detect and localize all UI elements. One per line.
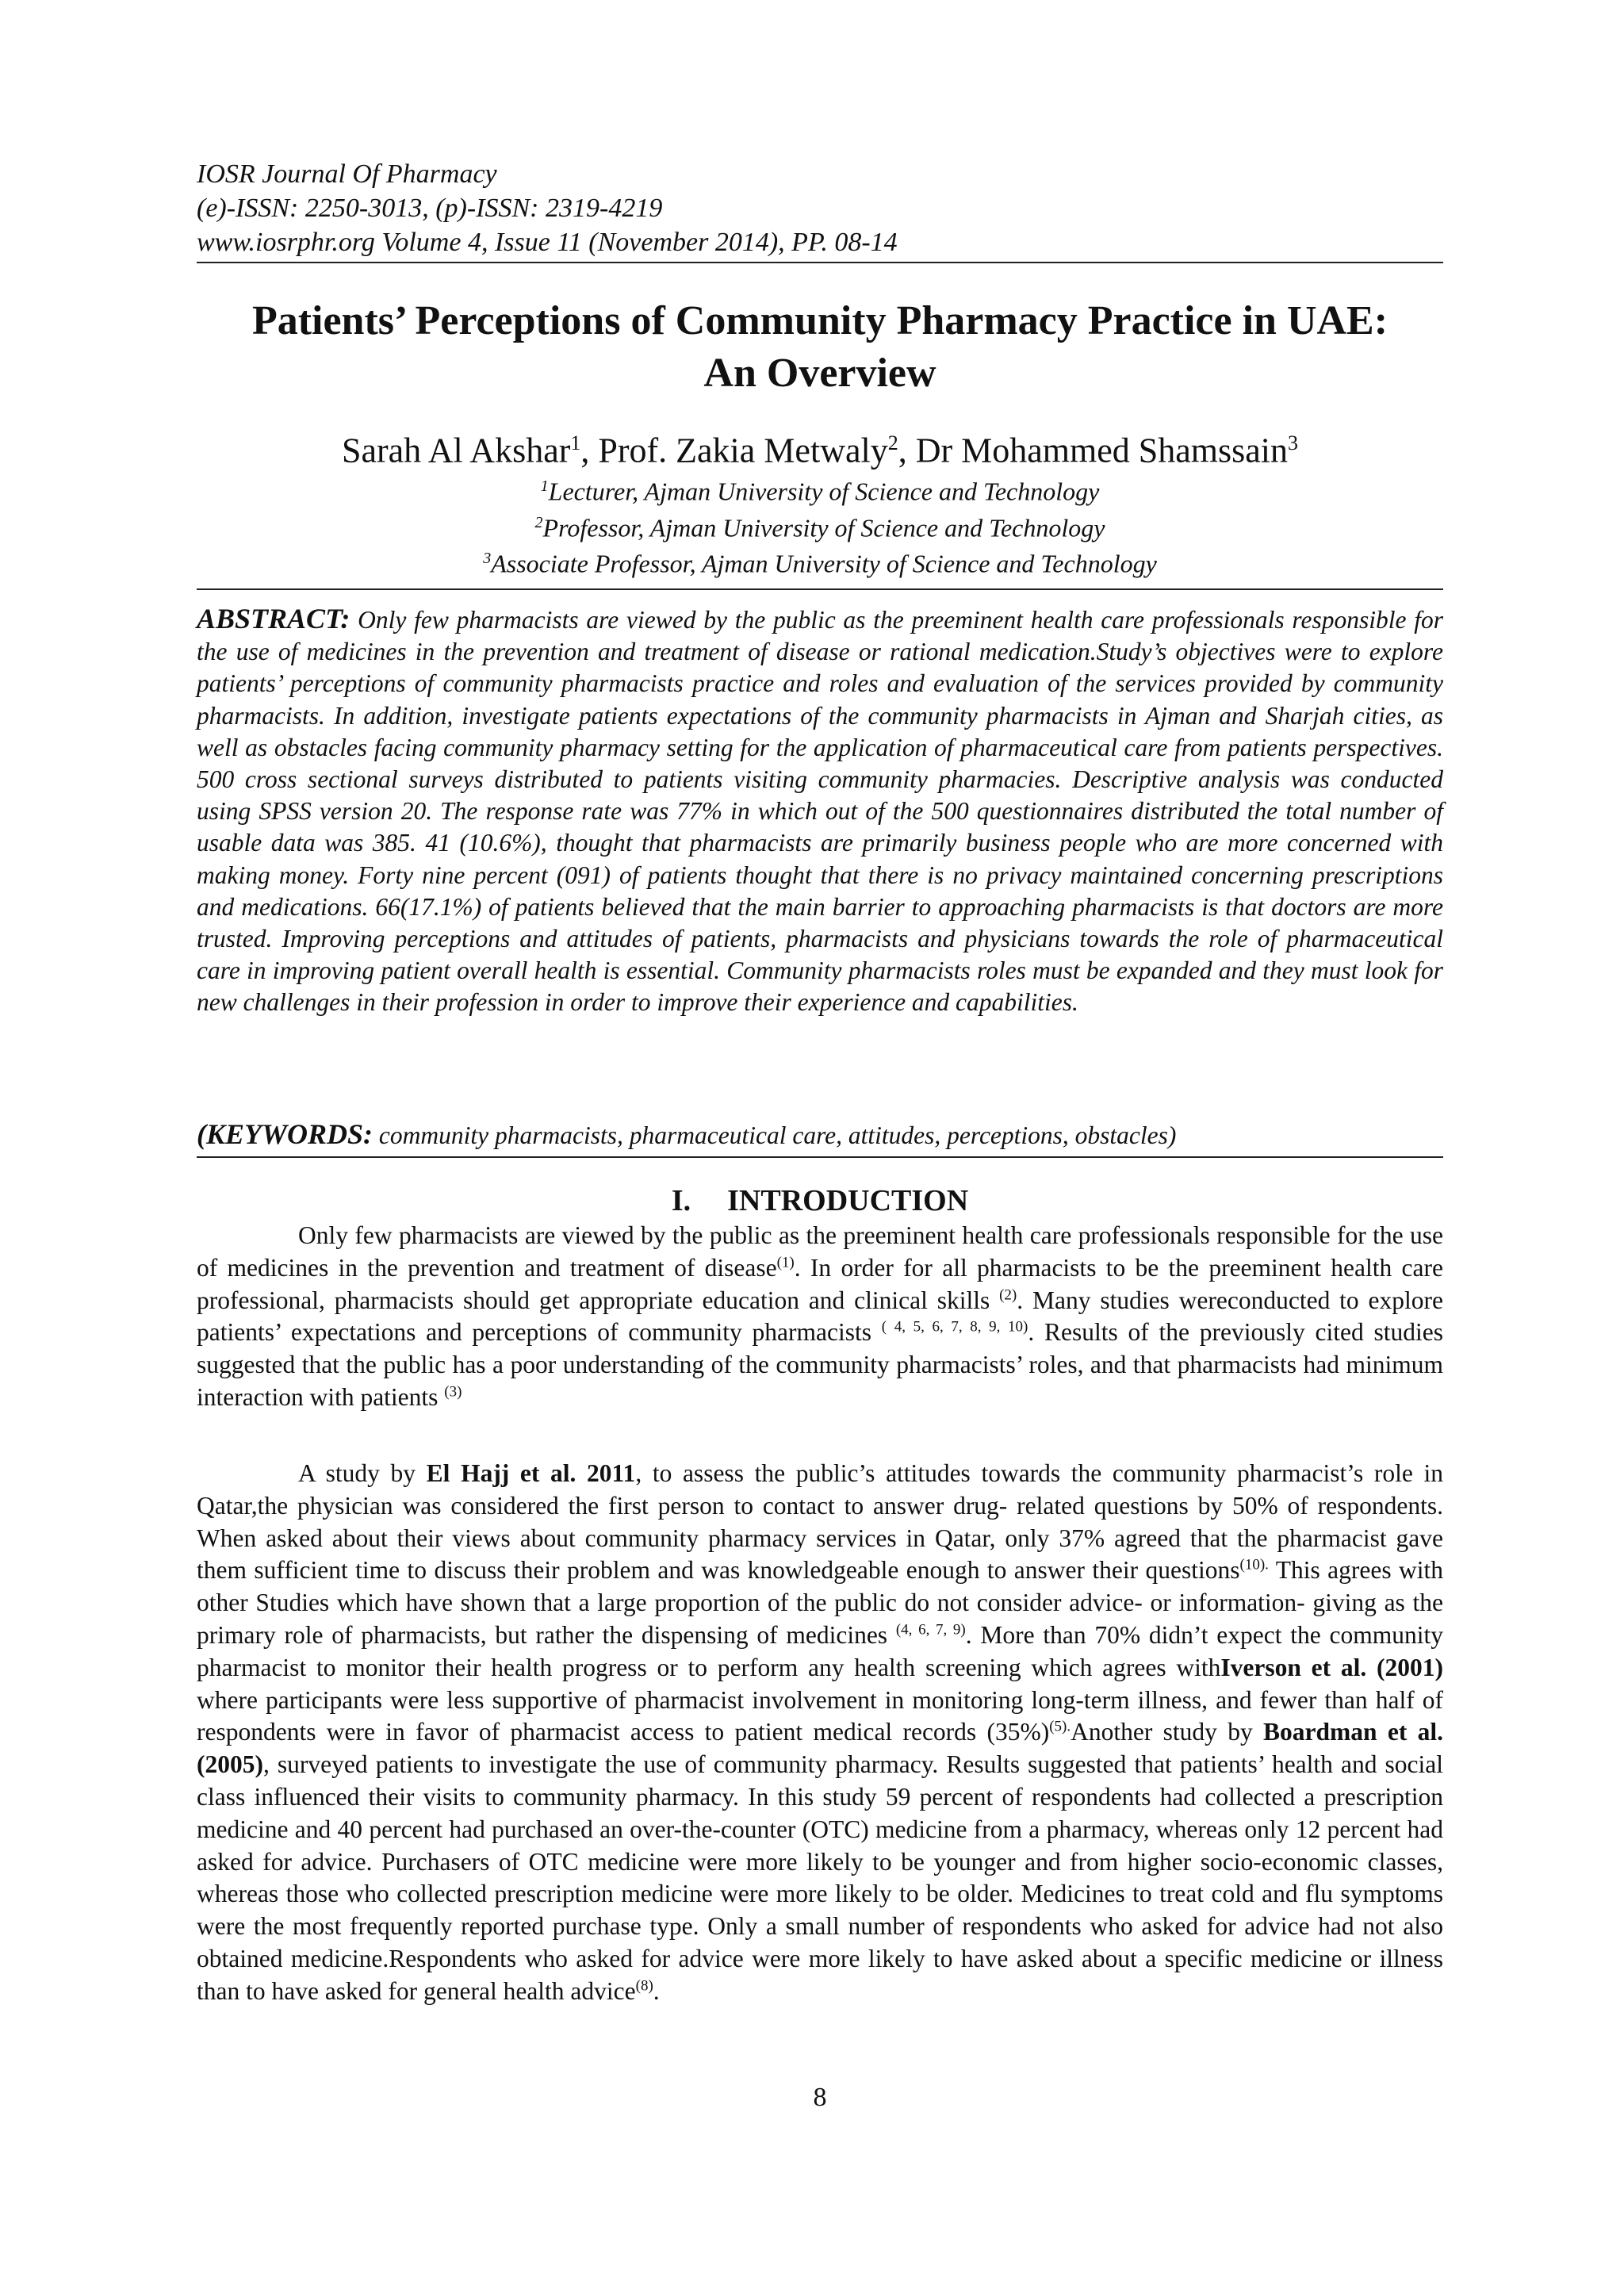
paragraph-text: A study by: [298, 1459, 427, 1487]
keywords-text: community pharmacists, pharmaceutical care, attitudes, perceptions, obstacles): [373, 1121, 1177, 1149]
affiliation-line: [197, 508, 1443, 544]
paragraph-text: .: [653, 1976, 660, 2005]
author-name: Sarah Al Akshar: [341, 431, 571, 470]
author-separator: ,: [898, 431, 916, 470]
journal-header: [197, 157, 1443, 259]
intro-paragraph-1: [197, 1220, 1443, 1414]
cited-reference-bold: El Hajj et al. 2011: [426, 1459, 636, 1487]
affiliation-line: [197, 471, 1443, 508]
journal-issn: (e)-ISSN: 2250-3013, (p)-ISSN: 2319-4219: [197, 194, 663, 223]
citation-ref: (4, 6, 7, 9): [895, 1621, 966, 1639]
citation-ref: (5).: [1049, 1718, 1071, 1735]
section-number: I.: [671, 1184, 691, 1217]
author-name: Dr Mohammed Shamssain: [915, 431, 1289, 470]
author-name: Prof. Zakia Metwaly: [598, 431, 888, 470]
title-line-2: An Overview: [703, 351, 936, 396]
paragraph-text: Another study by: [1071, 1718, 1264, 1746]
paragraph-text: . Results of the previously cited studies suggested that the public has a poor understanding of the community pharmacists’ roles, and that pharmacists had minimum interaction with patients: [197, 1318, 1444, 1411]
paper-title: [197, 295, 1443, 400]
journal-name: IOSR Journal Of Pharmacy: [197, 159, 497, 189]
paragraph-text: This agrees with other Studies which have shown that a large proportion of the public do not consider advice- or information- giving as the primary role of pharmacists, but rather the dispensing of medicines: [197, 1556, 1443, 1649]
keywords-label: (KEYWORDS:: [197, 1118, 373, 1150]
citation-ref: (10).: [1239, 1556, 1269, 1573]
keywords-bottom-rule: [197, 1156, 1443, 1158]
author-affiliation-mark: 1: [570, 431, 581, 454]
affiliation-list: [197, 471, 1443, 580]
abstract-label: ABSTRACT:: [197, 603, 350, 634]
affiliation-text: Professor, Ajman University of Science and Technology: [542, 513, 1105, 542]
author-affiliation-mark: 3: [1288, 431, 1299, 454]
citation-ref: ( 4, 5, 6, 7, 8, 9, 10): [881, 1318, 1028, 1336]
author-list: [197, 420, 1443, 474]
abstract: [197, 603, 1443, 1019]
author-affiliation-mark: 2: [887, 431, 898, 454]
author-separator: ,: [580, 431, 599, 470]
affiliation-mark: 3: [483, 550, 492, 568]
keywords: [197, 1118, 1443, 1152]
header-divider: [197, 262, 1443, 263]
abstract-text: Only few pharmacists are viewed by the public as the preeminent health care professionals responsible for the use of medicines in the prevention and treatment of disease or rational medication.Study’s objectives were to explore patients’ perceptions of community pharmacists practice and roles and evaluation of the services provided by community pharmacists. In addition, investigate patients expectations of the community pharmacists in Ajman and Sharjah cities, as well as obstacles facing community pharmacy setting for the application of pharmaceutical care from patients perspectives. 500 cross sectional surveys distributed to patients visiting community pharmacies. Descriptive analysis was conducted using SPSS version 20. The response rate was 77% in which out of the 500 questionnaires distributed the total number of usable data was 385. 41 (10.6%), thought that pharmacists are primarily business people who are more concerned with making money. Forty nine percent (091) of patients thought that there is no privacy maintained concerning prescriptions and medications. 66(17.1%) of patients believed that the main barrier to approaching pharmacists is that doctors are more trusted. Improving perceptions and attitudes of patients, pharmacists and physicians towards the role of pharmaceutical care in improving patient overall health is essential. Community pharmacists roles must be expanded and they must look for new challenges in their profession in order to improve their experience and capabilities.: [197, 606, 1443, 1017]
section-title: INTRODUCTION: [727, 1184, 969, 1217]
citation-ref: (1): [776, 1254, 795, 1271]
affiliation-mark: 2: [534, 513, 543, 531]
paragraph-text: . More than 70% didn’t expect the community pharmacist to monitor their health progress or to perform any health screening which agrees with: [197, 1620, 1443, 1681]
affiliation-mark: 1: [540, 477, 549, 495]
paragraph-text: Only few pharmacists are viewed by the public as the preeminent health care professionals responsible for the use of medicines in the prevention and treatment of disease: [197, 1221, 1443, 1282]
cited-reference-bold: Iverson et al. (2001): [1220, 1653, 1444, 1681]
citation-ref: (3): [444, 1383, 462, 1401]
affiliation-text: Lecturer, Ajman University of Science and Technology: [548, 477, 1100, 506]
section-heading: [197, 1183, 1443, 1218]
paragraph-text: . Many studies wereconducted to explore patients’ expectations and perceptions of community pharmacists: [197, 1286, 1443, 1347]
affiliation-line: [197, 543, 1443, 580]
title-line-1: Patients’ Perceptions of Community Pharmacy Practice in UAE:: [251, 298, 1388, 343]
affiliation-text: Associate Professor, Ajman University of Science and Technology: [491, 549, 1157, 578]
paragraph-text: , surveyed patients to investigate the use of community pharmacy. Results suggested that patients’ health and social class influenced their visits to community pharmacy. In this study 59 percent of respondents had collected a prescription medicine and 40 percent had purchased an over-the-counter (OTC) medicine from a pharmacy, whereas only 12 percent had asked for advice. Purchasers of OTC medicine were more likely to be younger and from higher socio-economic classes, whereas those who collected prescription medicine were more likely to be older. Medicines to treat cold and flu symptoms were the most frequently reported purchase type. Only a small number of respondents who asked for advice had not also obtained medicine.Respondents who asked for advice were more likely to have asked about a specific medicine or illness than to have asked for general health advice: [197, 1750, 1443, 2005]
paragraph-text: . In order for all pharmacists to be the preeminent health care professional, pharmacists should get appropriate education and clinical skills: [197, 1253, 1443, 1314]
paragraph-text: where participants were less supportive of pharmacist involvement in monitoring long-term illness, and fewer than half of respondents were in favor of pharmacist access to patient medical records (35%): [197, 1685, 1443, 1746]
citation-ref: (8): [635, 1977, 653, 1995]
abstract-top-rule: [197, 588, 1443, 590]
cited-reference-bold: Boardman et al. (2005): [197, 1718, 1443, 1779]
page-number: 8: [813, 2083, 827, 2112]
paragraph-text: , to assess the public’s attitudes towards the community pharmacist’s role in Qatar,the physician was considered the first person to contact to answer drug- related questions by 50% of respondents. When asked about their views about community pharmacy services in Qatar, only 37% agreed that the pharmacist gave them sufficient time to discuss their problem and was knowledgeable enough to answer their questions: [197, 1459, 1443, 1585]
citation-ref: (2): [999, 1286, 1017, 1304]
journal-volume: www.iosrphr.org Volume 4, Issue 11 (November 2014), PP. 08-14: [197, 228, 898, 257]
intro-paragraph-2: [197, 1458, 1443, 2008]
